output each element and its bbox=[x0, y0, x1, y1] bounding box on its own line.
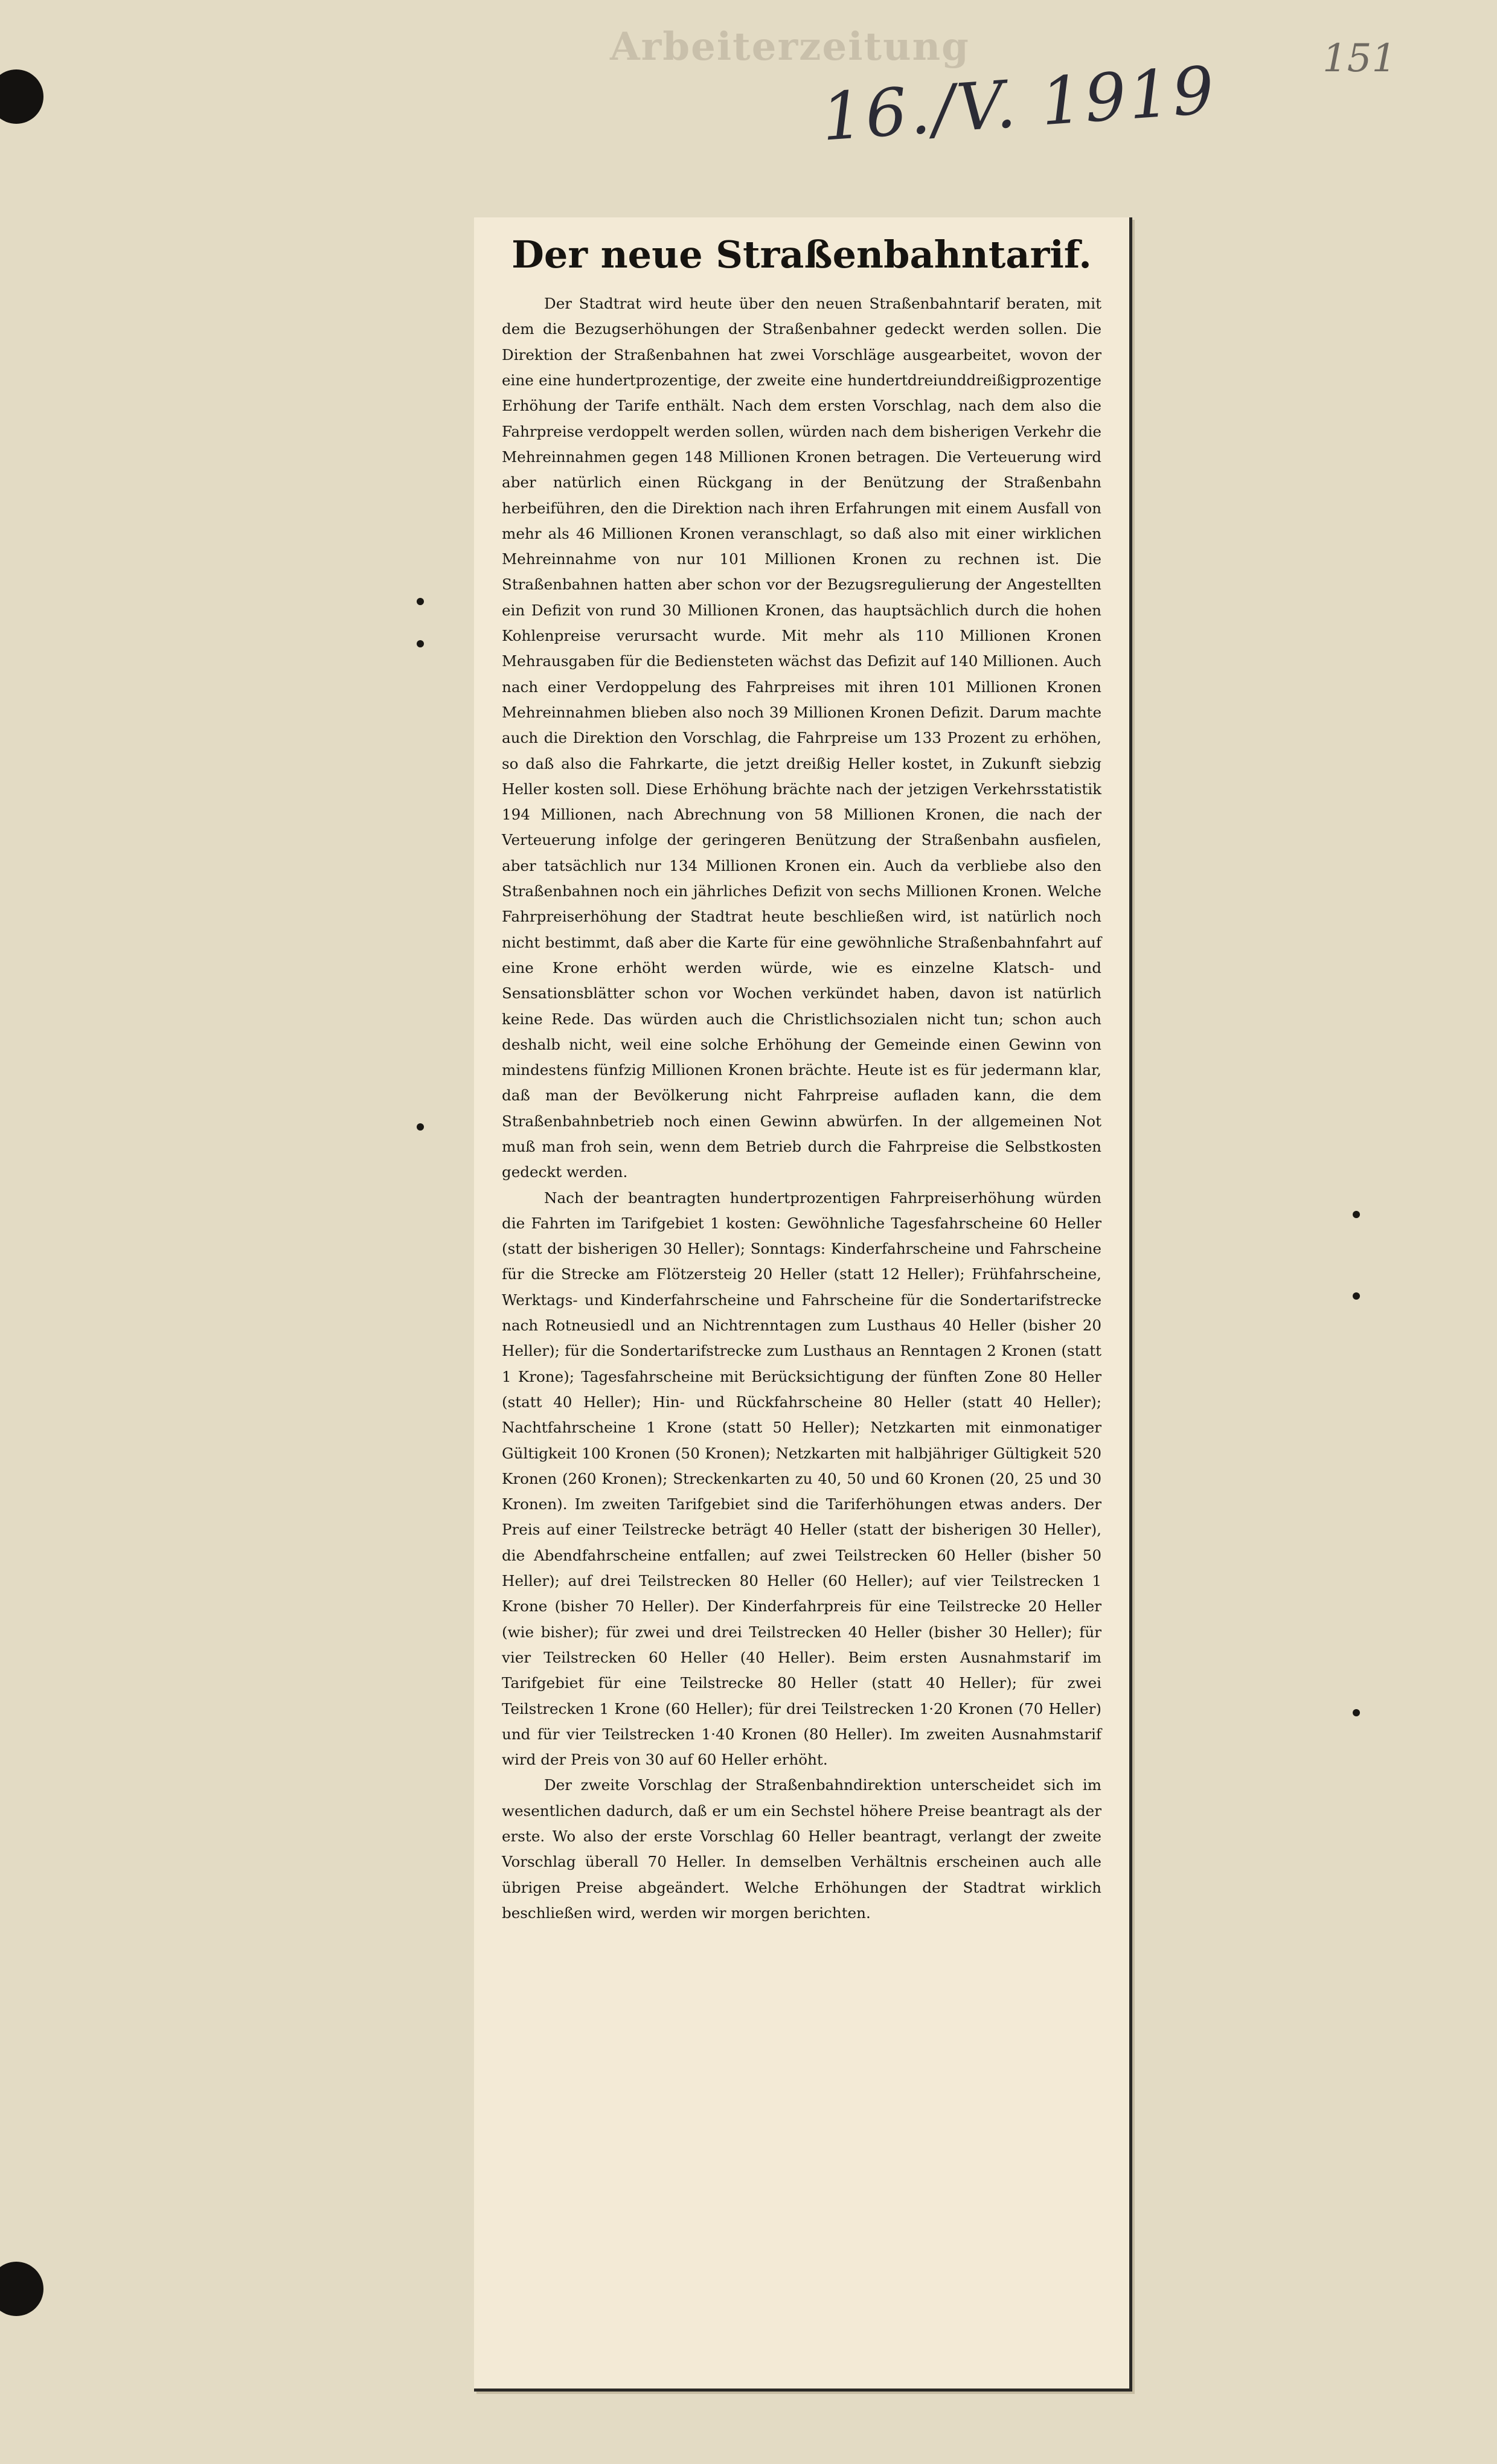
margin-mark bbox=[417, 1123, 424, 1131]
newspaper-clipping bbox=[474, 217, 1132, 2392]
handwritten-date: 16./V. 1919 bbox=[819, 53, 1219, 156]
punch-hole-top bbox=[0, 69, 43, 124]
margin-mark bbox=[1353, 1292, 1360, 1300]
margin-mark bbox=[1353, 1211, 1360, 1218]
newspaper-stamp: Arbeiterzeitung bbox=[610, 24, 970, 69]
article-paragraph: Der zweite Vorschlag der Straßenbahndirektion unterscheidet sich im wesentlichen dadurch, daß er um ein Sechstel höhere Preise beantragt als der erste. Wo also der erste Vorschlag 60 Heller beantragt, verlangt der zweite Vorschlag überall 70 Heller. In demselben Verhältnis erscheinen auch alle übrigen Preise abgeändert. Welche Erhöhungen der Stadtrat wirklich beschließen wird, werden wir morgen berichten. bbox=[502, 1776, 1101, 1922]
margin-mark bbox=[417, 598, 424, 605]
margin-mark bbox=[417, 640, 424, 647]
margin-mark bbox=[1353, 1709, 1360, 1716]
article-title: Der neue Straßenbahntarif. bbox=[511, 233, 1092, 277]
page-number: 151 bbox=[1322, 36, 1397, 81]
punch-hole-bottom bbox=[0, 2262, 43, 2316]
article-paragraph: Nach der beantragten hundertprozentigen Fahrpreiserhöhung würden die Fahrten im Tarifgebiet 1 kosten: Gewöhnliche Tagesfahrscheine 60 Heller (statt der bisherigen 30 Heller); Sonntags: Kinderfahrscheine und Fahrscheine für die Strecke am Flötzersteig 20 Heller (statt 12 Heller); Frühfahrscheine, Werktags- und Kinderfahrscheine und Fahrscheine für die Sondertarifstrecke nach Rotneusiedl und an Nichtrenntagen zum Lusthaus 40 Heller (bisher 20 Heller); für die Sondertarifstrecke zum Lusthaus an Renntagen 2 Kronen (statt 1 Krone); Tagesfahrscheine mit Berücksichtigung der fünften Zone 80 Heller (statt 40 Heller); Hin- und Rückfahrscheine 80 Heller (statt 40 Heller); Nachtfahrscheine 1 Krone (statt 50 Heller); Netzkarten mit einmonatiger Gültigkeit 100 Kronen (50 Kronen); Netzkarten mit halbjähriger Gültigkeit 520 Kronen (260 Kronen); Streckenkarten zu 40, 50 und 60 Kronen (20, 25 und 30 Kronen). Im zweiten Tarifgebiet sind die Tariferhöhungen etwas anders. Der Preis auf einer Teilstrecke beträgt 40 Heller (statt der bisherigen 30 Heller), die Abendfahrscheine entfallen; auf zwei Teilstrecken 60 Heller (bisher 50 Heller); auf drei Teilstrecken 80 Heller (60 Heller); auf vier Teilstrecken 1 Krone (bisher 70 Heller). Der Kinderfahrpreis für eine Teilstrecke 20 Heller (wie bisher); für zwei und drei Teilstrecken 40 Heller (bisher 30 Heller); für vier Teilstrecken 60 Heller (40 Heller). Beim ersten Ausnahmstarif im Tarifgebiet für eine Teilstrecke 80 Heller (statt 40 Heller); für zwei Teilstrecken 1 Krone (60 Heller); für drei Teilstrecken 1·20 Kronen (70 Heller) und für vier Teilstrecken 1·40 Kronen (80 Heller). Im zweiten Ausnahmstarif wird der Preis von 30 auf 60 Heller erhöht. bbox=[502, 1189, 1101, 1769]
article-paragraph: Der Stadtrat wird heute über den neuen Straßenbahntarif beraten, mit dem die Bezugserhöhungen der Straßenbahner gedeckt werden sollen. Die Direktion der Straßenbahnen hat zwei Vorschläge ausgearbeitet, wovon der eine eine hundertprozentige, der zweite eine hundertdreiunddreißigprozentige Erhöhung der Tarife enthält. Nach dem ersten Vorschlag, nach dem also die Fahrpreise verdoppelt werden sollen, würden nach dem bisherigen Verkehr die Mehreinnahmen gegen 148 Millionen Kronen betragen. Die Verteuerung wird aber natürlich einen Rückgang in der Benützung der Straßenbahn herbeiführen, den die Direktion nach ihren Erfahrungen mit einem Ausfall von mehr als 46 Millionen Kronen veranschlagt, so daß also mit einer wirklichen Mehreinnahme von nur 101 Millionen Kronen zu rechnen ist. Die Straßenbahnen hatten aber schon vor der Bezugsregulierung der Angestellten ein Defizit von rund 30 Millionen Kronen, das hauptsächlich durch die hohen Kohlenpreise verursacht wurde. Mit mehr als 110 Millionen Kronen Mehrausgaben für die Bediensteten wächst das Defizit auf 140 Millionen. Auch nach einer Verdoppelung des Fahrpreises mit ihren 101 Millionen Kronen Mehreinnahmen blieben also noch 39 Millionen Kronen Defizit. Darum machte auch die Direktion den Vorschlag, die Fahrpreise um 133 Prozent zu erhöhen, so daß also die Fahrkarte, die jetzt dreißig Heller kostet, in Zukunft siebzig Heller kosten soll. Diese Erhöhung brächte nach der jetzigen Verkehrsstatistik 194 Millionen, nach Abrechnung von 58 Millionen Kronen, die nach der Verteuerung infolge der geringeren Benützung der Straßenbahn ausfielen, aber tatsächlich nur 134 Millionen Kronen ein. Auch da verbliebe also den Straßenbahnen noch ein jährliches Defizit von sechs Millionen Kronen. Welche Fahrpreiserhöhung der Stadtrat heute beschließen wird, ist natürlich noch nicht bestimmt, daß aber die Karte für eine gewöhnliche Straßenbahnfahrt auf eine Krone erhöht werden würde, wie es einzelne Klatsch- und Sensationsblätter schon vor Wochen verkündet haben, davon ist natürlich keine Rede. Das würden auch die Christlichsozialen nicht tun; schon auch deshalb nicht, weil eine solche Erhöhung der Gemeinde einen Gewinn von mindestens fünfzig Millionen Kronen brächte. Heute ist es für jedermann klar, daß man der Bevölkerung nicht Fahrpreise aufladen kann, die dem Straßenbahnbetrieb noch einen Gewinn abwürfen. In der allgemeinen Not muß man froh sein, wenn dem Betrieb durch die Fahrpreise die Selbstkosten gedeckt werden. bbox=[502, 295, 1101, 1181]
